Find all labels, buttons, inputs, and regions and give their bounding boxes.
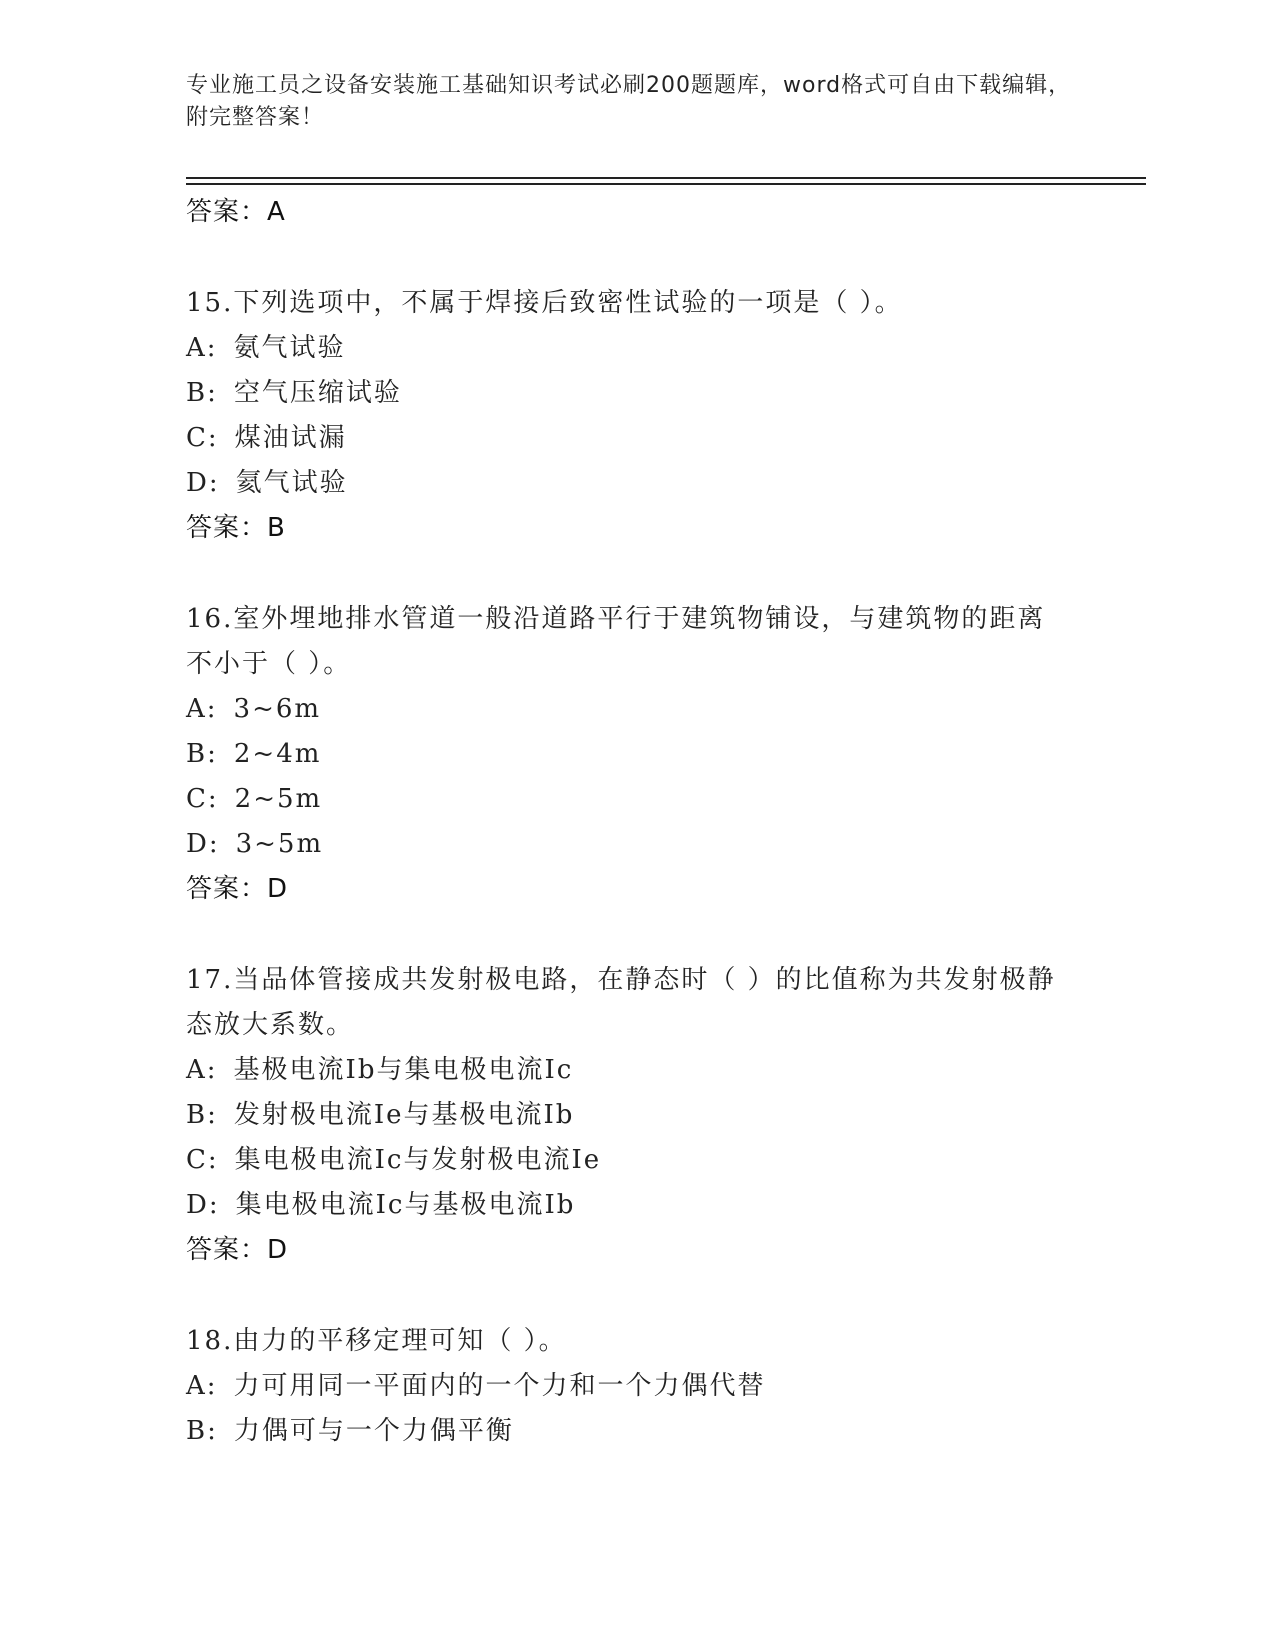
- option-text: 集电极电流Ic与基极电流Ib: [235, 1190, 576, 1220]
- option-text: 集电极电流Ic与发射极电流Ie: [234, 1145, 602, 1175]
- option-text: 2~5m: [234, 784, 323, 814]
- question-stem: 18.由力的平移定理可知（ ）。: [186, 1326, 567, 1356]
- option-text: 3~5m: [235, 829, 324, 859]
- option-text: 氦气试验: [235, 468, 348, 498]
- option-b: [186, 371, 1106, 416]
- option-b: [186, 732, 1106, 777]
- question-stem: 17.当品体管接成共发射极电路，在静态时（ ）的比值称为共发射极静态放大系数。: [186, 965, 1056, 1040]
- answer-line: 答案：D: [186, 1235, 289, 1265]
- option-letter: B:: [186, 378, 218, 408]
- option-text: 力偶可与一个力偶平衡: [233, 1416, 514, 1446]
- option-letter: C:: [186, 1145, 219, 1175]
- option-text: 基极电流Ib与集电极电流Ic: [233, 1055, 574, 1085]
- option-c: [186, 416, 1106, 461]
- option-text: 3~6m: [233, 694, 322, 724]
- option-letter: B:: [186, 1100, 218, 1130]
- option-text: 煤油试漏: [234, 423, 347, 453]
- option-letter: A:: [186, 694, 218, 724]
- answer-line: 答案：A: [186, 197, 286, 227]
- answer-line: 答案：B: [186, 513, 286, 543]
- page-header-title: 专业施工员之设备安装施工基础知识考试必刷200题题库，word格式可自由下载编辑，附完整答案！: [186, 73, 1072, 130]
- option-letter: C:: [186, 784, 219, 814]
- option-b: [186, 1093, 1106, 1138]
- option-text: 氨气试验: [233, 333, 346, 363]
- option-letter: D:: [186, 829, 220, 859]
- option-letter: D:: [186, 468, 220, 498]
- option-text: 2~4m: [233, 739, 322, 769]
- option-a: [186, 1048, 1106, 1093]
- question-item: [186, 958, 1106, 1273]
- option-a: [186, 326, 1106, 371]
- option-text: 空气压缩试验: [233, 378, 402, 408]
- option-a: [186, 1364, 1106, 1409]
- header-divider-bottom: [186, 183, 1146, 185]
- question-stem: 16.室外埋地排水管道一般沿道路平行于建筑物铺设，与建筑物的距离不小于（ ）。: [186, 604, 1046, 679]
- question-item: [186, 1319, 1106, 1454]
- question-stem: 15.下列选项中，不属于焊接后致密性试验的一项是（ ）。: [186, 288, 903, 318]
- header-divider-top: [186, 177, 1146, 179]
- option-a: [186, 687, 1106, 732]
- option-text: 力可用同一平面内的一个力和一个力偶代替: [233, 1371, 766, 1401]
- option-letter: A:: [186, 1371, 218, 1401]
- option-d: [186, 1183, 1106, 1228]
- option-c: [186, 777, 1106, 822]
- option-c: [186, 1138, 1106, 1183]
- option-d: [186, 461, 1106, 506]
- option-letter: A:: [186, 333, 218, 363]
- option-letter: A:: [186, 1055, 218, 1085]
- question-list: [186, 190, 1106, 1454]
- option-d: [186, 822, 1106, 867]
- option-letter: C:: [186, 423, 219, 453]
- question-item: [186, 281, 1106, 551]
- option-text: 发射极电流Ie与基极电流Ib: [233, 1100, 575, 1130]
- option-b: [186, 1409, 1106, 1454]
- option-letter: B:: [186, 739, 218, 769]
- option-letter: D:: [186, 1190, 220, 1220]
- answer-line: 答案：D: [186, 874, 289, 904]
- question-item: [186, 597, 1106, 912]
- option-letter: B:: [186, 1416, 218, 1446]
